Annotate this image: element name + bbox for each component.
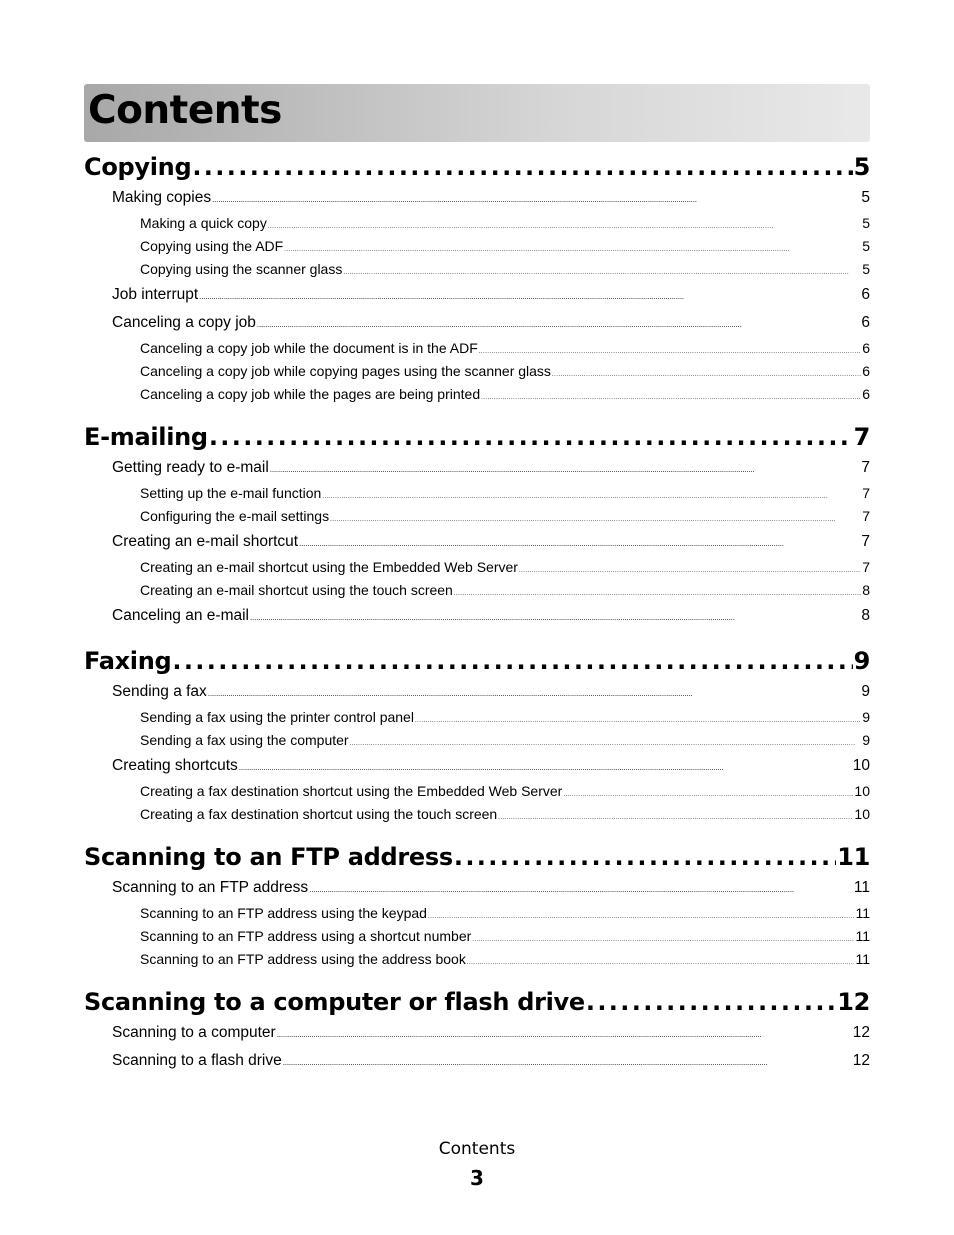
toc-subsection-title: Scanning to an FTP address using a shortcut number <box>140 928 472 944</box>
footer-label: Contents <box>438 1139 516 1159</box>
toc-subsection-page: 6 <box>862 363 870 379</box>
toc-subsection-page: 7 <box>862 485 870 501</box>
toc-chapter-page: 11 <box>837 843 870 871</box>
toc-subsection-page: 5 <box>862 261 870 277</box>
toc-section-title: Getting ready to e-mail <box>112 459 269 476</box>
toc-section[interactable] <box>84 184 870 212</box>
toc-subsection-page: 9 <box>862 732 870 748</box>
dot-leader <box>472 929 854 948</box>
section-gap <box>84 406 870 420</box>
toc-section-page: 8 <box>861 607 870 624</box>
toc-subsection-title: Creating an e-mail shortcut using the touch screen <box>140 582 453 598</box>
toc-section[interactable] <box>84 1047 870 1075</box>
toc-subsection-page: 7 <box>862 508 870 524</box>
contents-banner <box>84 84 870 142</box>
toc-subsection[interactable] <box>84 902 870 925</box>
dot-leader <box>467 952 855 971</box>
toc-section[interactable] <box>84 874 870 902</box>
toc-subsection[interactable] <box>84 337 870 360</box>
toc-subsection-page: 11 <box>855 928 870 944</box>
dot-leader <box>519 560 861 579</box>
toc-chapter-title: Copying <box>84 153 192 181</box>
toc-chapter[interactable] <box>84 420 870 454</box>
dot-leader <box>172 644 852 678</box>
toc-subsection[interactable] <box>84 803 870 826</box>
dot-leader <box>481 387 861 406</box>
dot-leader <box>309 876 853 902</box>
toc-section-title: Making copies <box>112 189 212 206</box>
dot-leader <box>415 710 861 729</box>
toc-subsection-title: Canceling a copy job while copying pages using the scanner glass <box>140 363 551 379</box>
toc-chapter[interactable] <box>84 150 870 184</box>
toc-section-page: 7 <box>861 533 870 550</box>
section-gap <box>84 826 870 840</box>
dot-leader <box>270 456 861 482</box>
toc-chapter[interactable] <box>84 840 870 874</box>
toc-subsection-page: 6 <box>862 386 870 402</box>
toc-subsection-page: 5 <box>862 238 870 254</box>
toc-chapter-page: 5 <box>853 153 870 181</box>
toc-subsection-title: Creating a fax destination shortcut using the touch screen <box>140 806 498 822</box>
toc-section[interactable] <box>84 454 870 482</box>
toc-subsection-page: 11 <box>855 951 870 967</box>
toc-section-page: 12 <box>852 1052 870 1069</box>
toc-subsection-page: 5 <box>862 215 870 231</box>
toc-section[interactable] <box>84 678 870 706</box>
toc-subsection-title: Sending a fax using the computer <box>140 732 349 748</box>
toc-subsection-page: 10 <box>854 806 870 822</box>
toc-chapter[interactable] <box>84 644 870 678</box>
dot-leader <box>330 509 861 528</box>
toc-subsection[interactable] <box>84 383 870 406</box>
toc-subsection-title: Scanning to an FTP address using the address book <box>140 951 466 967</box>
toc-section-title: Scanning to an FTP address <box>112 879 309 896</box>
toc-subsection[interactable] <box>84 482 870 505</box>
section-gap <box>84 971 870 985</box>
toc-subsection-title: Configuring the e-mail settings <box>140 508 330 524</box>
toc-section-page: 9 <box>861 683 870 700</box>
toc-subsection-page: 8 <box>862 582 870 598</box>
toc-subsection[interactable] <box>84 729 870 752</box>
toc-section-page: 10 <box>852 757 870 774</box>
dot-leader <box>212 186 860 212</box>
toc-subsection-title: Sending a fax using the printer control panel <box>140 709 414 725</box>
toc-section-title: Scanning to a computer <box>112 1024 276 1041</box>
dot-leader <box>563 784 853 803</box>
toc-section[interactable] <box>84 528 870 556</box>
toc-section-title: Creating shortcuts <box>112 757 238 774</box>
toc-section-title: Canceling an e-mail <box>112 607 249 624</box>
toc-chapter-page: 9 <box>853 647 870 675</box>
toc-subsection-title: Canceling a copy job while the pages are being printed <box>140 386 481 402</box>
dot-leader <box>277 1021 852 1047</box>
toc-section-title: Canceling a copy job <box>112 314 256 331</box>
toc-section[interactable] <box>84 602 870 630</box>
toc-subsection[interactable] <box>84 579 870 602</box>
toc-subsection[interactable] <box>84 360 870 383</box>
toc-subsection[interactable] <box>84 505 870 528</box>
toc-subsection-title: Setting up the e-mail function <box>140 485 322 501</box>
section-gap <box>84 630 870 644</box>
toc-chapter-title: Scanning to an FTP address <box>84 843 453 871</box>
page-title: Contents <box>88 88 282 133</box>
toc-section-page: 6 <box>861 286 870 303</box>
toc-section[interactable] <box>84 752 870 780</box>
toc-section-page: 12 <box>852 1024 870 1041</box>
toc-section-page: 5 <box>861 189 870 206</box>
toc-subsection-title: Scanning to an FTP address using the keypad <box>140 905 427 921</box>
dot-leader <box>552 364 861 383</box>
toc-chapter[interactable] <box>84 985 870 1019</box>
toc-section-title: Sending a fax <box>112 683 207 700</box>
footer-page-number: 3 <box>470 1166 484 1190</box>
toc-section[interactable] <box>84 1019 870 1047</box>
toc-subsection-title: Making a quick copy <box>140 215 267 231</box>
toc-section[interactable] <box>84 309 870 337</box>
dot-leader <box>479 341 861 360</box>
toc-section-title: Job interrupt <box>112 286 199 303</box>
toc-section[interactable] <box>84 281 870 309</box>
toc-subsection-title: Creating an e-mail shortcut using the Embedded Web Server <box>140 559 518 575</box>
toc-chapter-title: E-mailing <box>84 423 208 451</box>
toc-chapter-title: Scanning to a computer or flash drive <box>84 988 585 1016</box>
toc-subsection-page: 11 <box>855 905 870 921</box>
dot-leader <box>208 680 861 706</box>
toc-subsection-page: 9 <box>862 709 870 725</box>
table-of-contents <box>84 150 870 1075</box>
toc-subsection-title: Canceling a copy job while the document is in the ADF <box>140 340 478 356</box>
dot-leader <box>209 420 853 454</box>
toc-chapter-page: 7 <box>853 423 870 451</box>
dot-leader <box>343 262 861 281</box>
toc-subsection[interactable] <box>84 925 870 948</box>
dot-leader <box>428 906 855 925</box>
toc-subsection-title: Copying using the ADF <box>140 238 284 254</box>
toc-section-title: Creating an e-mail shortcut <box>112 533 299 550</box>
dot-leader <box>586 985 836 1019</box>
toc-section-page: 7 <box>861 459 870 476</box>
dot-leader <box>299 530 860 556</box>
dot-leader <box>199 283 860 309</box>
dot-leader <box>283 1049 852 1075</box>
dot-leader <box>322 486 861 505</box>
dot-leader <box>239 754 852 780</box>
dot-leader <box>454 840 836 874</box>
dot-leader <box>284 239 861 258</box>
dot-leader <box>498 807 853 826</box>
toc-subsection-page: 6 <box>862 340 870 356</box>
dot-leader <box>350 733 862 752</box>
toc-section-page: 11 <box>853 879 870 896</box>
toc-subsection-title: Creating a fax destination shortcut using the Embedded Web Server <box>140 783 563 799</box>
toc-subsection[interactable] <box>84 706 870 729</box>
toc-subsection[interactable] <box>84 212 870 235</box>
toc-subsection-title: Copying using the scanner glass <box>140 261 343 277</box>
dot-leader <box>454 583 861 602</box>
toc-subsection[interactable] <box>84 235 870 258</box>
toc-section-title: Scanning to a flash drive <box>112 1052 282 1069</box>
dot-leader <box>250 604 860 630</box>
toc-subsection-page: 10 <box>854 783 870 799</box>
toc-subsection[interactable] <box>84 556 870 579</box>
toc-subsection[interactable] <box>84 948 870 971</box>
toc-section-page: 6 <box>861 314 870 331</box>
dot-leader <box>257 311 860 337</box>
dot-leader <box>192 150 852 184</box>
toc-chapter-page: 12 <box>837 988 870 1016</box>
toc-subsection[interactable] <box>84 258 870 281</box>
toc-subsection[interactable] <box>84 780 870 803</box>
dot-leader <box>268 216 861 235</box>
toc-chapter-title: Faxing <box>84 647 172 675</box>
toc-subsection-page: 7 <box>862 559 870 575</box>
